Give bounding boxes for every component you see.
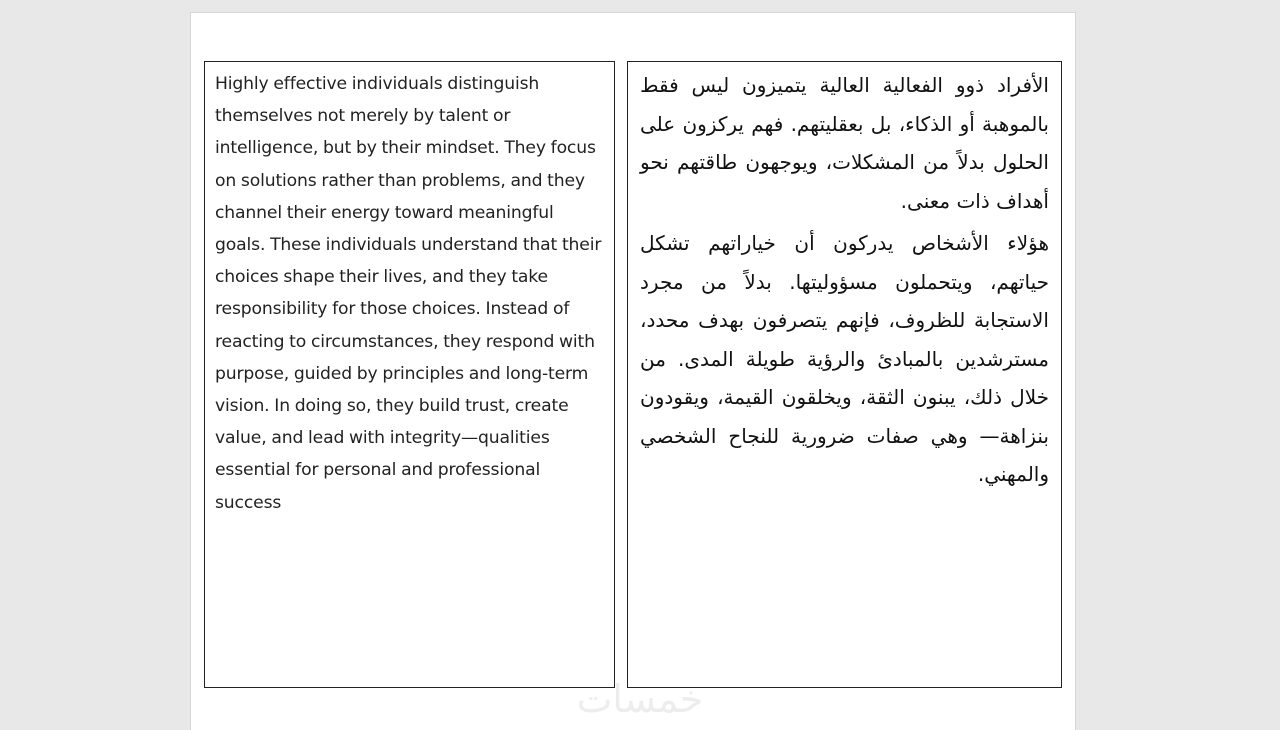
arabic-paragraph-1: الأفراد ذوو الفعالية العالية يتميزون ليس فقط بالموهبة أو الذكاء، بل بعقليتهم. فهم يركزون على الحلول بدلاً من المشكلات، ويوجهون طاقتهم نحو أهداف ذات معنى.	[640, 73, 1049, 213]
document-page	[190, 12, 1076, 730]
english-text-box	[204, 61, 615, 688]
arabic-text-box	[627, 61, 1062, 688]
english-paragraph: Highly effective individuals distinguish themselves not merely by talent or intelligence, but by their mindset. They focus on solutions rather than problems, and they channel their energy toward meaningful goals. These individuals understand that their choices shape their lives, and they take responsibility for those choices. Instead of reacting to circumstances, they respond with purpose, guided by principles and long-term vision. In doing so, they build trust, create value, and lead with integrity—qualities essential for personal and professional success	[215, 74, 602, 513]
arabic-paragraph-2: هؤلاء الأشخاص يدركون أن خياراتهم تشكل حياتهم، ويتحملون مسؤوليتها. بدلاً من مجرد الاستجابة للظروف، فإنهم يتصرفون بهدف محدد، مسترشدين بالمبادئ والرؤية طويلة المدى. من خلال ذلك، يبنون الثقة، ويخلقون القيمة، ويقودون بنزاهة— وهي صفات ضرورية للنجاح الشخصي والمهني.	[640, 231, 1049, 486]
watermark-logo: خمسات	[576, 677, 704, 721]
